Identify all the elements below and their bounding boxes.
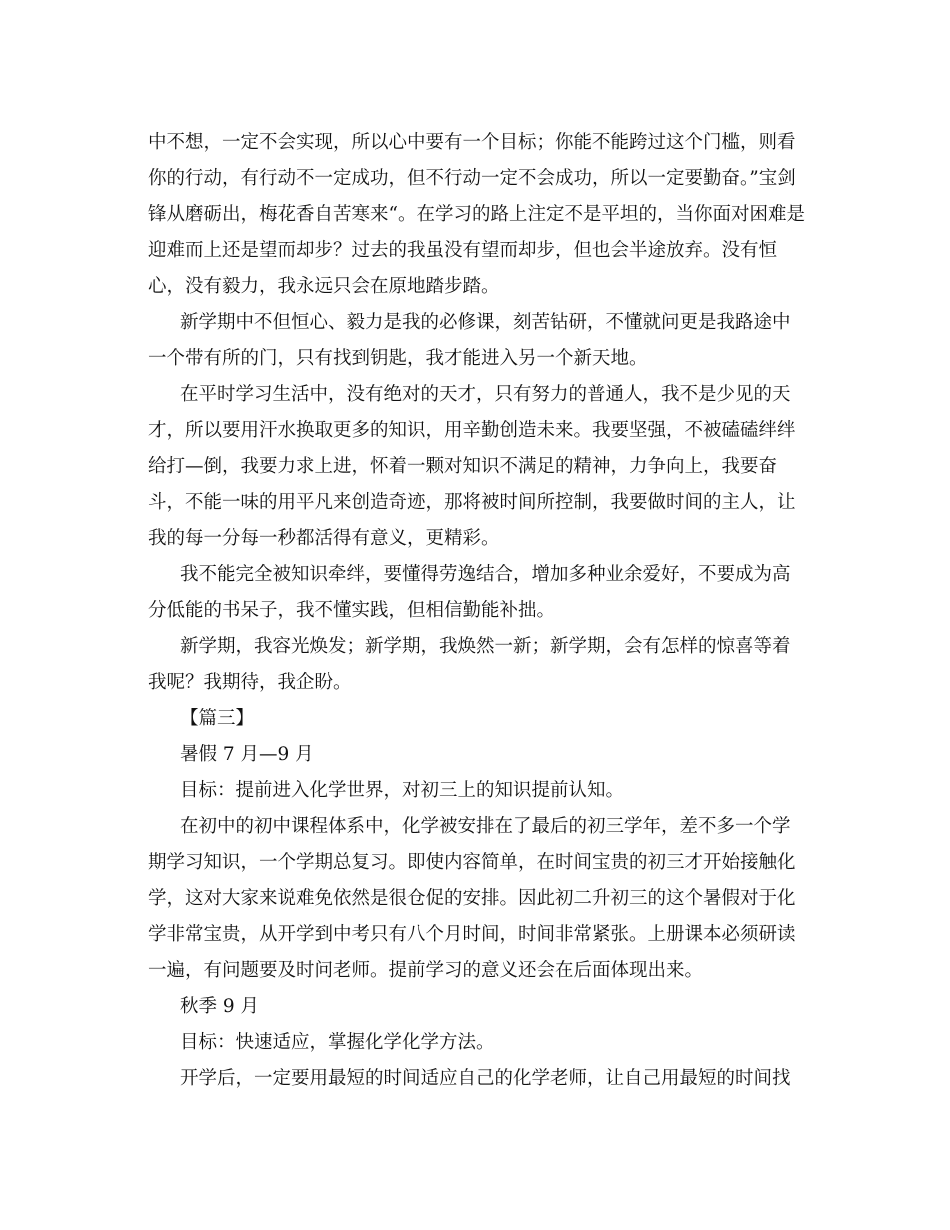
text-line: 在平时学习生活中，没有绝对的天才，只有努力的普通人，我不是少见的天 — [180, 384, 791, 405]
text-line: 一遍，有问题要及时问老师。提前学习的意义还会在后面体现出来。 — [148, 960, 704, 981]
text-line: 你的行动，有行动不一定成功，但不行动一定不会成功，所以一定要勤奋。”宝剑 — [148, 168, 796, 189]
text-line: 秋季 9 月 — [180, 996, 260, 1017]
text-line: 我的每一分每一秒都活得有意义，更精彩。 — [148, 528, 500, 549]
text-line: 迎难而上还是望而却步？过去的我虽没有望而却步，但也会半途放弃。没有恒 — [148, 240, 778, 261]
text-line: 一个带有所的门，只有找到钥匙，我才能进入另一个新天地。 — [148, 348, 648, 369]
text-line: 我不能完全被知识牵绊，要懂得劳逸结合，增加多种业余爱好，不要成为高 — [180, 564, 791, 585]
text-line: 中不想，一定不会实现，所以心中要有一个目标；你能不能跨过这个门槛，则看 — [148, 132, 796, 153]
text-line: 给打—倒，我要力求上进，怀着一颗对知识不满足的精神，力争向上，我要奋 — [148, 456, 778, 477]
text-line: 目标：提前进入化学世界，对初三上的知识提前认知。 — [180, 780, 625, 801]
text-line: 才，所以要用汗水换取更多的知识，用辛勤创造未来。我要坚强，不被磕磕绊绊 — [148, 420, 796, 441]
text-line: 锋从磨砺出，梅花香自苦寒来“。在学习的路上注定不是平坦的，当你面对困难是 — [148, 204, 805, 225]
text-line: 目标：快速适应，掌握化学化学方法。 — [180, 1032, 495, 1053]
text-line: 新学期，我容光焕发；新学期，我焕然一新；新学期，会有怎样的惊喜等着 — [180, 636, 791, 657]
text-line: 分低能的书呆子，我不懂实践，但相信勤能补拙。 — [148, 600, 556, 621]
text-line: 斗，不能一味的用平凡来创造奇迹，那将被时间所控制，我要做时间的主人，让 — [148, 492, 796, 513]
text-line: 心，没有毅力，我永远只会在原地踏步踏。 — [148, 276, 500, 297]
text-line: 开学后，一定要用最短的时间适应自己的化学老师，让自己用最短的时间找 — [180, 1068, 791, 1089]
text-line: 新学期中不但恒心、毅力是我的必修课，刻苦钻研，不懂就问更是我路途中 — [180, 312, 791, 333]
text-line: 期学习知识，一个学期总复习。即使内容简单，在时间宝贵的初三才开始接触化 — [148, 852, 796, 873]
text-line: 在初中的初中课程体系中，化学被安排在了最后的初三学年，差不多一个学 — [180, 816, 791, 837]
text-line: 我呢？我期待，我企盼。 — [148, 672, 352, 693]
section-heading: 【篇三】 — [180, 708, 255, 729]
text-line: 学，这对大家来说难免依然是很仓促的安排。因此初二升初三的这个暑假对于化 — [148, 888, 796, 909]
text-line: 暑假 7 月—9 月 — [180, 744, 314, 765]
text-line: 学非常宝贵，从开学到中考只有八个月时间，时间非常紧张。上册课本必须研读 — [148, 924, 796, 945]
